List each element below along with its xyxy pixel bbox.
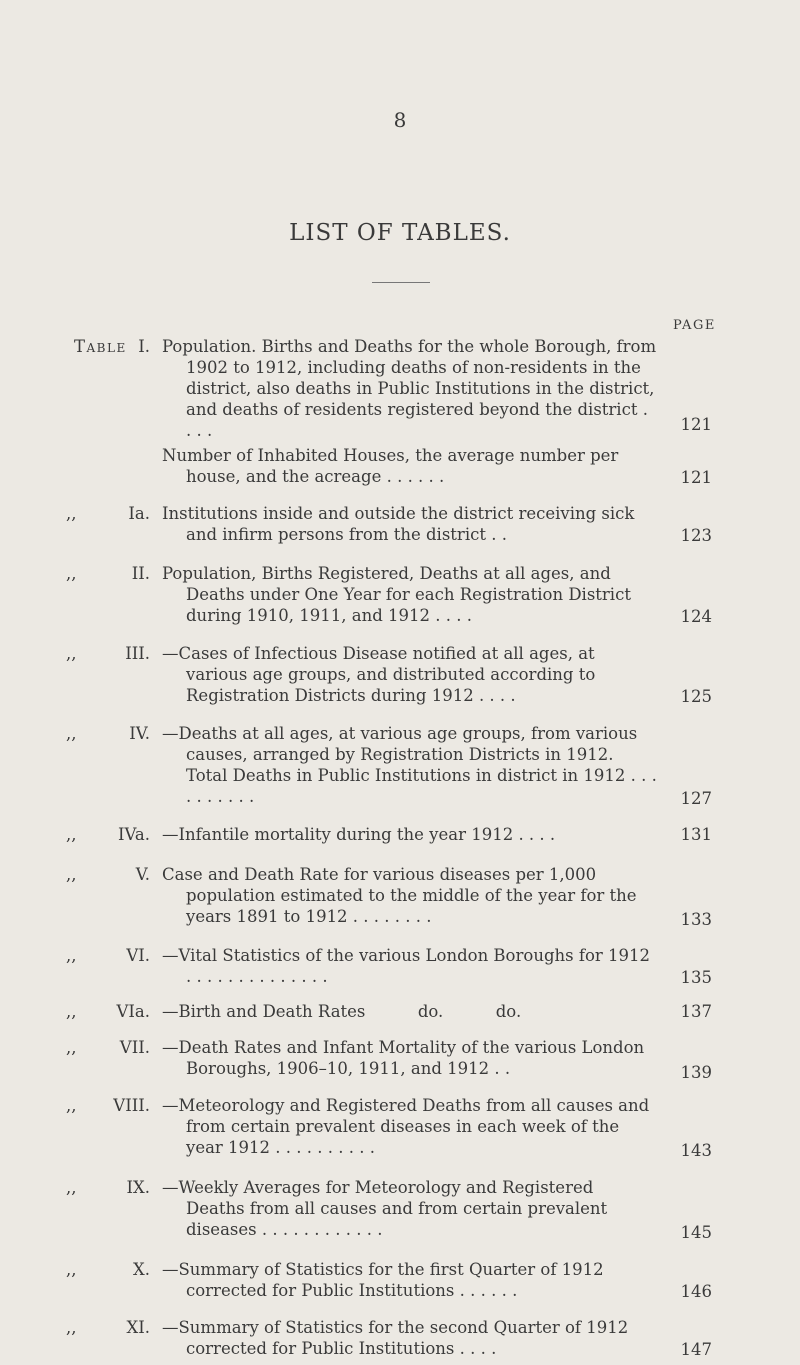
table-entry-3	[0, 643, 800, 713]
table-label: IV.	[129, 724, 150, 743]
table-description: —Death Rates and Infant Mortality of the various London Boroughs, 1906–10, 1911, and 1912 . .	[162, 1038, 645, 1078]
table-page: 131	[680, 825, 712, 844]
table-label: VI.	[126, 946, 150, 965]
page-column-header: PAGE	[673, 318, 716, 333]
table-description: —Deaths at all ages, at various age groups, from various causes, arranged by Registration Districts in 1912. Total Deaths in Public Institutions in district in 1912 . . . . . . . . . .	[162, 724, 657, 806]
table-page: 121	[680, 468, 712, 487]
table-page: 143	[680, 1141, 712, 1160]
table-entry-6a	[0, 1001, 800, 1025]
table-page: 147	[680, 1340, 712, 1359]
table-label: I.	[138, 337, 150, 356]
ditto-mark: ,,	[66, 1318, 77, 1337]
table-entry-10	[0, 1259, 800, 1307]
table-label: IX.	[126, 1178, 150, 1197]
ditto-mark: ,,	[66, 865, 77, 884]
table-label: VII.	[119, 1038, 150, 1057]
table-description: —Summary of Statistics for the first Quarter of 1912 corrected for Public Institutions . . . . . .	[162, 1260, 604, 1300]
table-entry-7	[0, 1037, 800, 1085]
page-number: 8	[393, 108, 407, 132]
table-description: —Infantile mortality during the year 1912 . . . .	[162, 825, 556, 844]
table-label: II.	[131, 564, 150, 583]
ditto-mark: ,,	[66, 1178, 77, 1197]
table-label: III.	[125, 644, 150, 663]
table-description: Population. Births and Deaths for the whole Borough, from 1902 to 1912, including deaths of non-residents in the district, also deaths in Public Institutions in the district, and deaths of residents registered beyond the district . . . .	[162, 337, 657, 440]
table-label: VIa.	[116, 1002, 150, 1021]
table-entry-4	[0, 723, 800, 815]
table-entry-9	[0, 1177, 800, 1247]
table-label: Ia.	[128, 504, 150, 523]
table-description: —Cases of Infectious Disease notified at all ages, at various age groups, and distributed according to Registration Districts during 1912 . . . .	[162, 644, 596, 705]
table-label: XI.	[126, 1318, 150, 1337]
table-description: —Vital Statistics of the various London Boroughs for 1912 . . . . . . . . . . . . . .	[162, 946, 651, 986]
table-description: Case and Death Rate for various diseases per 1,000 population estimated to the middle of the year for the years 1891 to 1912 . . . . . . . .	[162, 865, 637, 926]
table-entry-4a	[0, 824, 800, 848]
table-page: 135	[680, 968, 712, 987]
table-entry-8	[0, 1095, 800, 1165]
table-label: VIII.	[113, 1096, 150, 1115]
ditto-mark: ,,	[66, 1002, 77, 1021]
table-entry-5	[0, 864, 800, 934]
ditto-mark: ,,	[66, 946, 77, 965]
table-description: Population, Births Registered, Deaths at all ages, and Deaths under One Year for each Registration District during 1910, 1911, and 1912 . . . .	[162, 564, 631, 625]
ditto-mark: ,,	[66, 644, 77, 663]
table-page: 146	[680, 1282, 712, 1301]
table-entry-1-houses	[0, 445, 800, 493]
table-page: 125	[680, 687, 712, 706]
table-page: 124	[680, 607, 712, 626]
table-page: 121	[680, 415, 712, 434]
ditto-mark: ,,	[66, 1096, 77, 1115]
title-rule	[372, 282, 430, 283]
table-entry-2	[0, 563, 800, 633]
table-page: 123	[680, 526, 712, 545]
table-page: 127	[680, 789, 712, 808]
table-description: Institutions inside and outside the district receiving sick and infirm persons from the district . .	[162, 504, 635, 544]
table-description: —Weekly Averages for Meteorology and Registered Deaths from all causes and from certain prevalent diseases . . . . . . . . . . . .	[162, 1178, 608, 1239]
table-page: 137	[680, 1002, 712, 1021]
table-label: X.	[133, 1260, 150, 1279]
table-description: —Birth and Death Rates do. do.	[162, 1002, 522, 1021]
table-page: 145	[680, 1223, 712, 1242]
table-entry-6	[0, 945, 800, 993]
table-entry-1	[0, 336, 800, 440]
table-page: 139	[680, 1063, 712, 1082]
ditto-mark: ,,	[66, 504, 77, 523]
table-keyword: Table	[74, 337, 127, 356]
ditto-mark: ,,	[66, 825, 77, 844]
table-description: Number of Inhabited Houses, the average number per house, and the acreage . . . . . .	[162, 446, 619, 486]
table-description: —Summary of Statistics for the second Quarter of 1912 corrected for Public Institutions . . . .	[162, 1318, 629, 1358]
ditto-mark: ,,	[66, 724, 77, 743]
page-title: LIST OF TABLES.	[289, 220, 511, 246]
table-entry-1a	[0, 503, 800, 551]
ditto-mark: ,,	[66, 1038, 77, 1057]
table-label: IVa.	[117, 825, 150, 844]
ditto-mark: ,,	[66, 564, 77, 583]
table-label: V.	[135, 865, 150, 884]
table-entry-11	[0, 1317, 800, 1365]
table-page: 133	[680, 910, 712, 929]
table-description: —Meteorology and Registered Deaths from all causes and from certain prevalent diseases in each week of the year 1912 . . . . . . . . . .	[162, 1096, 650, 1157]
ditto-mark: ,,	[66, 1260, 77, 1279]
